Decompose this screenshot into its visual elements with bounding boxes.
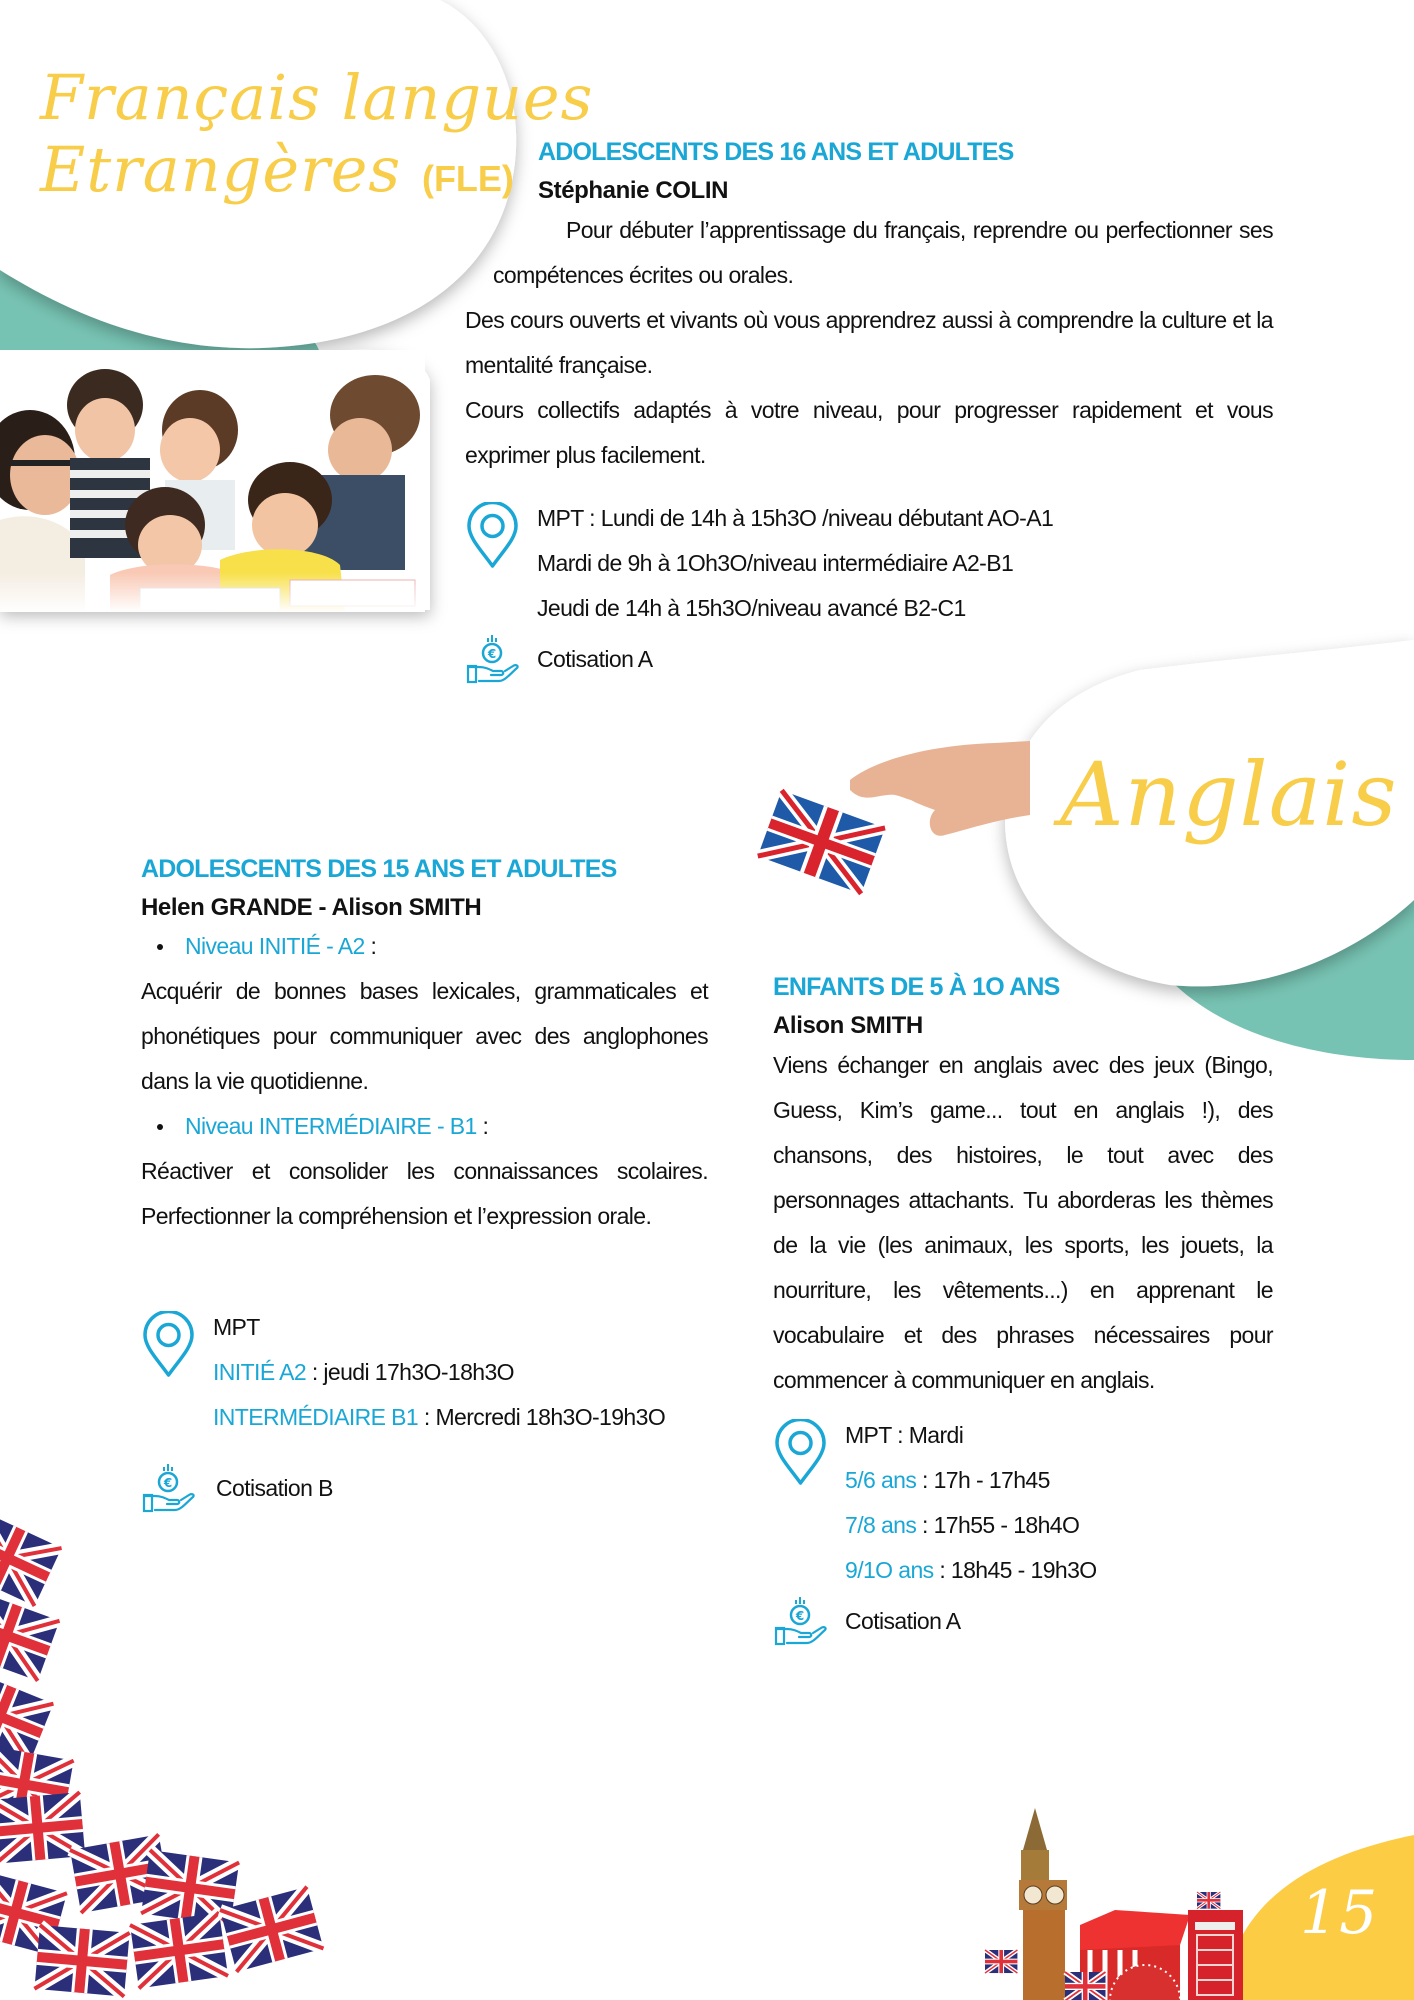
level-initie-colon: : xyxy=(364,933,377,959)
fle-paragraph-3: Cours collectifs adaptés à votre niveau, pour progresser rapidement et vous exprimer plus facilement. xyxy=(465,397,1273,468)
adults-audience-heading: ADOLESCENTS DES 15 ANS ET ADULTES xyxy=(141,855,617,883)
schedule-age: 7/8 ans xyxy=(845,1512,917,1538)
kids-schedule-line-1 xyxy=(845,1458,1097,1503)
svg-text:€: € xyxy=(163,1476,173,1490)
level-initie-description: Acquérir de bonnes bases lexicales, grammaticales et phonétiques pour communiquer avec des anglophones dans la vie quotidienne. xyxy=(141,978,708,1094)
adults-schedule xyxy=(141,1305,708,1440)
fle-title-line1: Français langues xyxy=(40,61,594,134)
kids-fee xyxy=(773,1595,1273,1647)
location-pin-icon xyxy=(141,1311,196,1379)
level-intermediaire xyxy=(141,1104,708,1149)
fle-audience-heading: ADOLESCENTS DES 16 ANS ET ADULTES xyxy=(538,138,1014,166)
level-intermediaire-description: Réactiver et consolider les connaissances scolaires. Perfectionner la compréhension et l’expression orale. xyxy=(141,1158,708,1229)
kids-fee-label: Cotisation A xyxy=(845,1607,961,1634)
euro-hand-icon xyxy=(465,633,520,685)
schedule-time: : Mercredi 18h3O-19h3O xyxy=(418,1404,666,1430)
schedule-level: INITIÉ A2 xyxy=(213,1359,307,1385)
schedule-age: 5/6 ans xyxy=(845,1467,917,1493)
schedule-time: : jeudi 17h3O-18h3O xyxy=(306,1359,514,1385)
uk-flags-decoration xyxy=(0,1470,340,2000)
level-initie-label: Niveau INITIÉ - A2 xyxy=(185,933,365,959)
schedule-level: INTERMÉDIAIRE B1 xyxy=(213,1404,419,1430)
fle-title-suffix: (FLE) xyxy=(421,158,514,199)
fle-fee-label: Cotisation A xyxy=(537,645,653,672)
bullet xyxy=(157,1124,163,1130)
fle-content xyxy=(465,138,1273,685)
schedule-time: : 18h45 - 19h3O xyxy=(933,1557,1097,1583)
kids-audience-heading: ENFANTS DE 5 À 1O ANS xyxy=(773,973,1060,1001)
adults-fee-label: Cotisation B xyxy=(216,1474,333,1501)
kids-schedule-line-2 xyxy=(845,1503,1097,1548)
fle-title-line2: Etrangères xyxy=(40,133,402,206)
schedule-time: : 17h55 - 18h4O xyxy=(916,1512,1080,1538)
schedule-time: : 17h - 17h45 xyxy=(916,1467,1050,1493)
adults-teachers: Helen GRANDE - Alison SMITH xyxy=(141,894,482,921)
london-souvenirs-decoration xyxy=(975,1800,1245,2000)
fle-paragraph-1: Pour débuter l’apprentissage du français, reprendre ou perfectionner ses compétences écrites ou orales. xyxy=(493,217,1273,288)
adults-location: MPT xyxy=(213,1314,260,1340)
fle-schedule xyxy=(465,496,1273,631)
location-pin-icon xyxy=(465,502,520,570)
svg-text:€: € xyxy=(795,1609,805,1623)
kids-location: MPT : Mardi xyxy=(845,1422,964,1448)
fle-fee xyxy=(465,633,1273,685)
page-number: 15 xyxy=(1300,1878,1379,1948)
adults-schedule-line-2 xyxy=(213,1395,665,1440)
kids-schedule xyxy=(773,1413,1273,1593)
fle-schedule-line-1: MPT : Lundi de 14h à 15h3O /niveau débutant AO-A1 xyxy=(537,505,1054,531)
fle-schedule-line-2: Mardi de 9h à 1Oh3O/niveau intermédiaire A2-B1 xyxy=(537,550,1014,576)
classroom-photo xyxy=(0,350,425,612)
kids-schedule-line-3 xyxy=(845,1548,1097,1593)
schedule-age: 9/1O ans xyxy=(845,1557,934,1583)
level-intermediaire-colon: : xyxy=(476,1113,489,1139)
fle-schedule-line-3: Jeudi de 14h à 15h3O/niveau avancé B2-C1 xyxy=(537,595,966,621)
kids-teacher: Alison SMITH xyxy=(773,1012,923,1039)
hand-flag-image xyxy=(755,735,1030,915)
euro-hand-icon xyxy=(773,1595,828,1647)
level-intermediaire-label: Niveau INTERMÉDIAIRE - B1 xyxy=(185,1113,477,1139)
kids-description: Viens échanger en anglais avec des jeux (Bingo, Guess, Kim’s game... tout en anglais !), des chansons, des histoires, le tout avec des personnages attachants. Tu aborderas les thèmes de la vie (les animaux, les sports, les jouets, la nourriture, les vêtements...) en apprenant le vocabulaire et des phrases nécessaires pour commencer à communiquer en anglais. xyxy=(773,1052,1273,1393)
svg-text:€: € xyxy=(487,647,497,661)
anglais-title: Anglais xyxy=(1060,743,1398,846)
location-pin-icon xyxy=(773,1419,828,1487)
adults-schedule-line-1 xyxy=(213,1350,665,1395)
level-initie xyxy=(141,924,708,969)
anglais-kids xyxy=(773,973,1273,1647)
anglais-adults xyxy=(141,855,708,1514)
fle-paragraph-2: Des cours ouverts et vivants où vous apprendrez aussi à comprendre la culture et la mentalité française. xyxy=(465,307,1273,378)
fle-teacher: Stéphanie COLIN xyxy=(538,177,729,204)
bullet xyxy=(157,944,163,950)
